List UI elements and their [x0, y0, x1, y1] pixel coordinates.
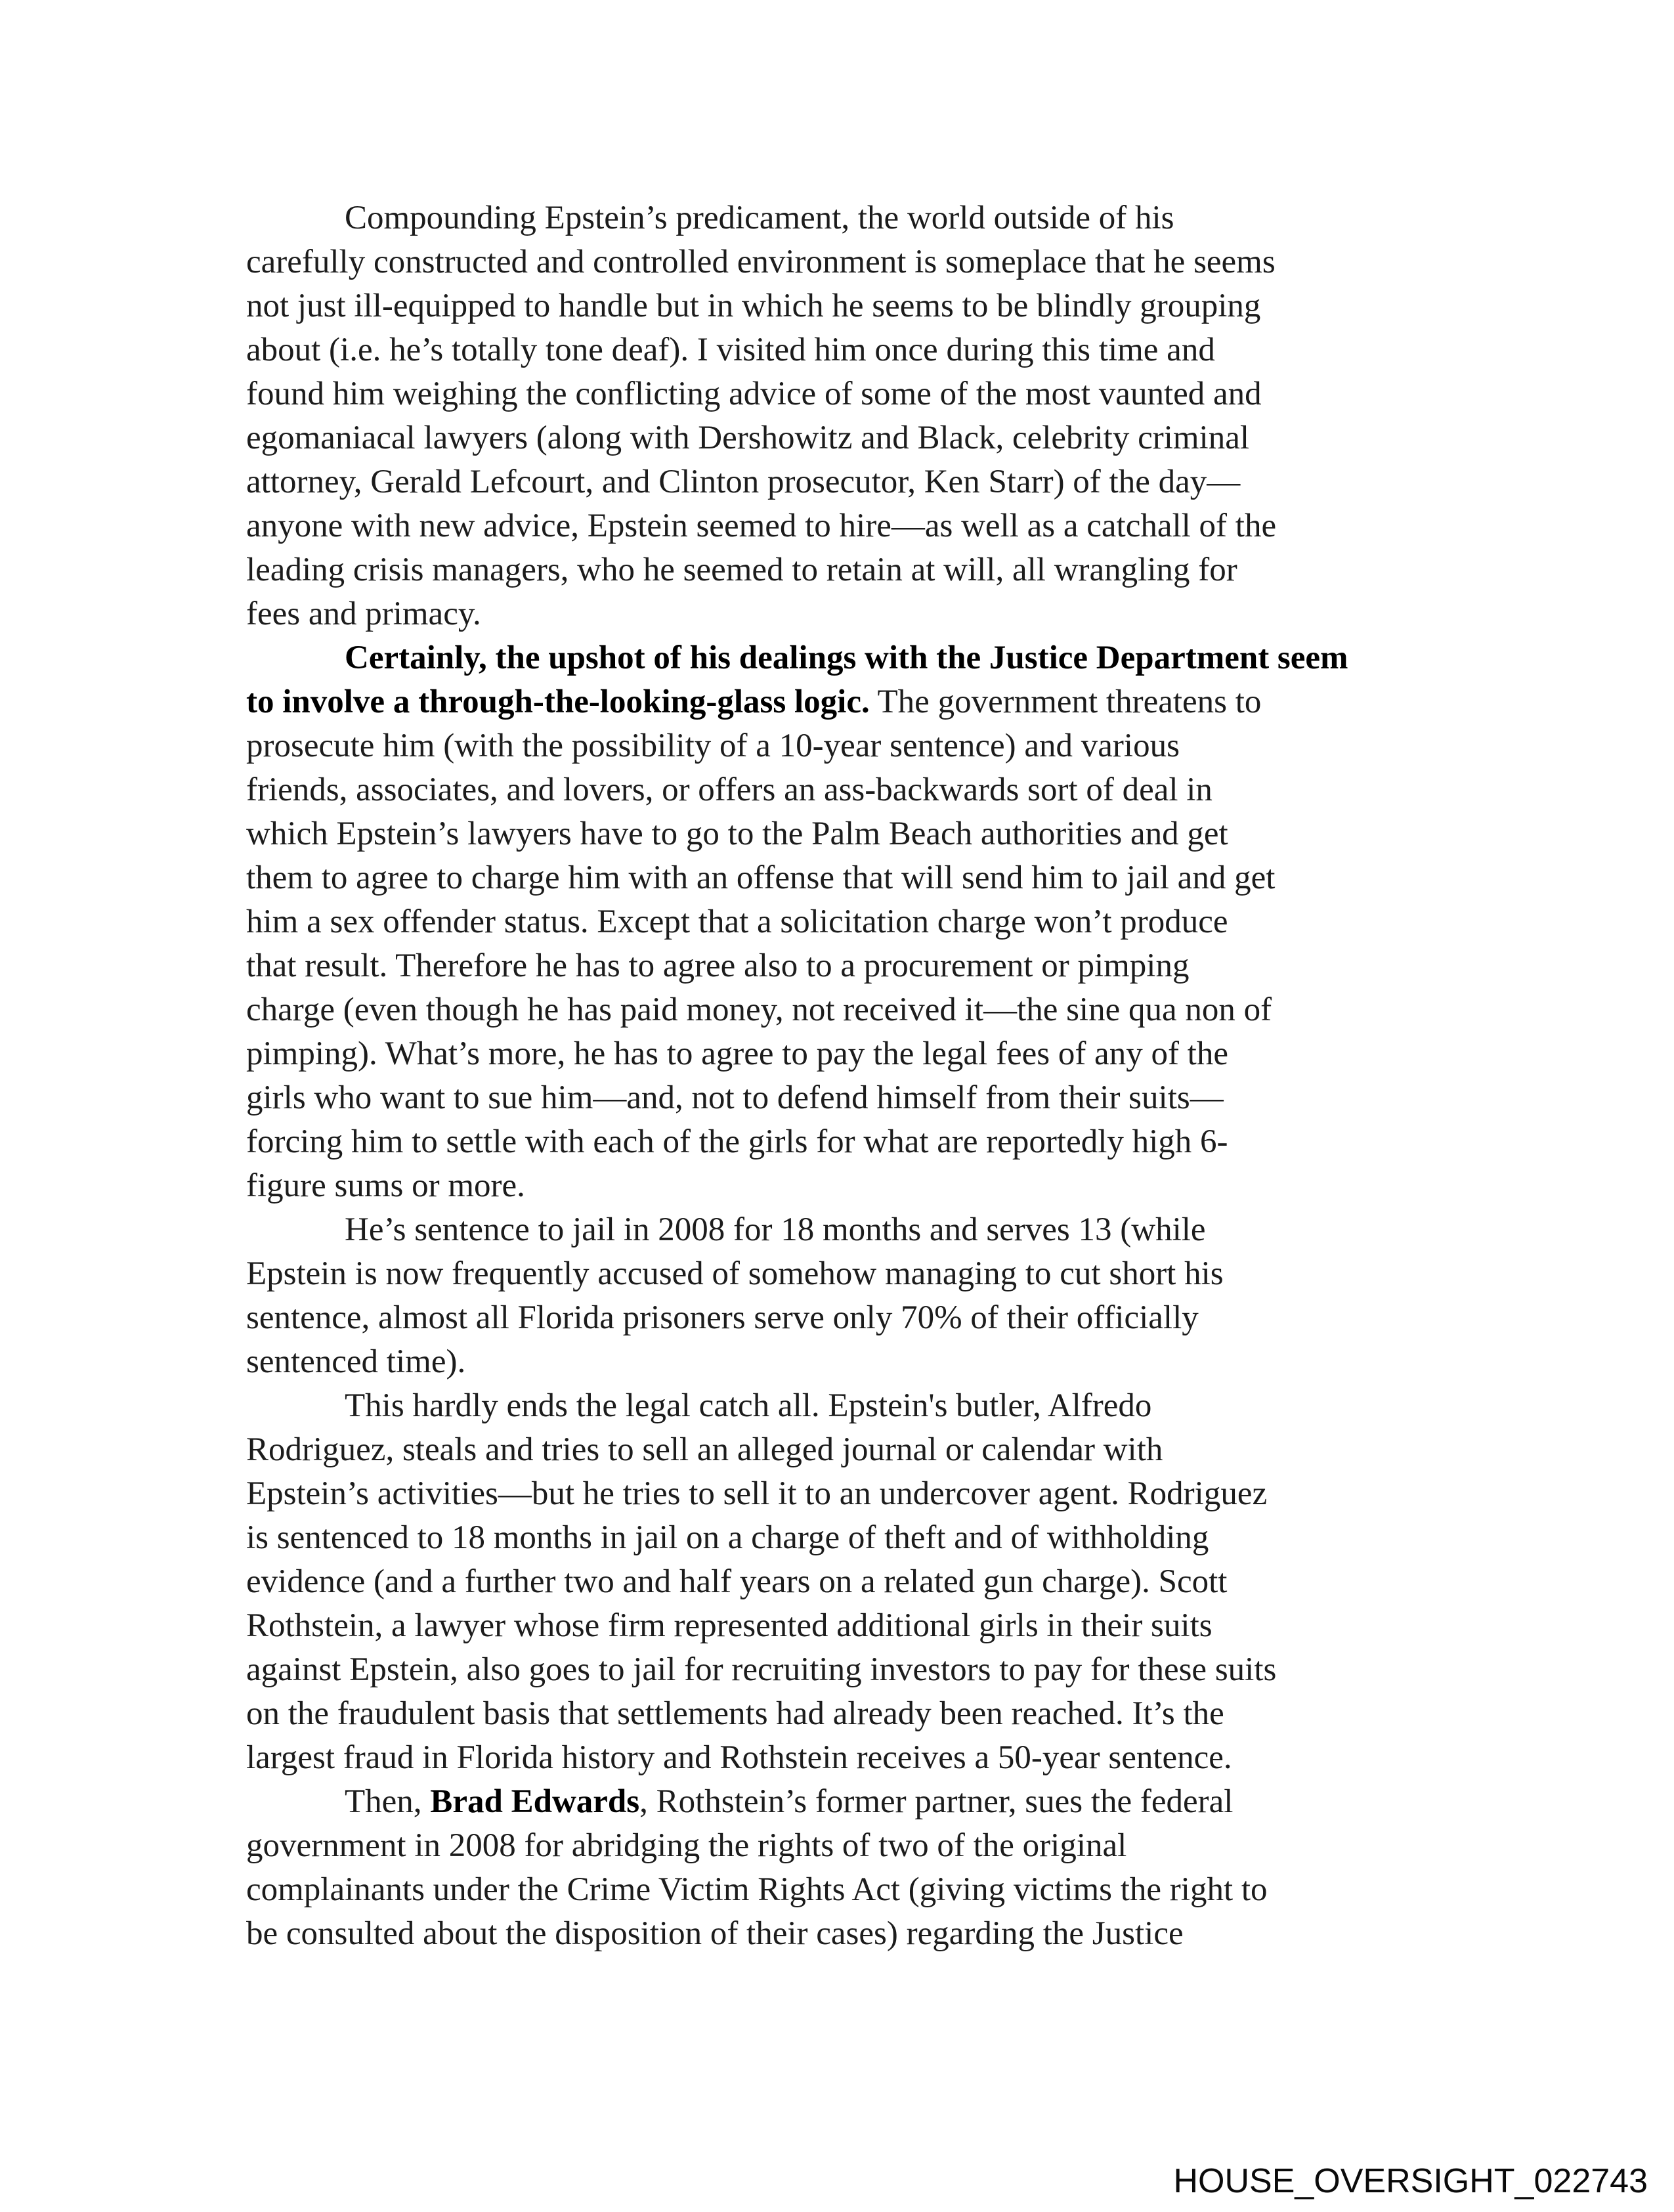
- text-segment: The government threatens to: [869, 683, 1262, 720]
- text-segment: figure sums or more.: [246, 1167, 525, 1204]
- text-segment: friends, associates, and lovers, or offers an ass-backwards sort of deal in: [246, 771, 1213, 808]
- text-line: [246, 1252, 1428, 1296]
- paragraph: [246, 1384, 1428, 1780]
- text-segment: prosecute him (with the possibility of a 10-year sentence) and various: [246, 727, 1180, 764]
- text-segment: pimping). What’s more, he has to agree to pay the legal fees of any of the: [246, 1035, 1228, 1072]
- text-line: [246, 1296, 1428, 1340]
- text-line: [246, 1428, 1428, 1472]
- text-line: [246, 812, 1428, 856]
- text-line: [246, 988, 1428, 1032]
- text-segment: forcing him to settle with each of the girls for what are reportedly high 6-: [246, 1123, 1228, 1160]
- text-line: [246, 1120, 1428, 1164]
- text-segment: fees and primacy.: [246, 596, 481, 632]
- text-line: [246, 1472, 1428, 1516]
- text-line: [246, 900, 1428, 944]
- text-line: [246, 460, 1428, 504]
- text-segment: anyone with new advice, Epstein seemed to hire—as well as a catchall of the: [246, 508, 1277, 544]
- text-segment: carefully constructed and controlled environment is someplace that he seems: [246, 244, 1276, 280]
- paragraph: [246, 196, 1428, 636]
- text-line: [246, 1384, 1428, 1428]
- text-line: [246, 1208, 1428, 1252]
- text-segment: Then,: [345, 1783, 431, 1820]
- paragraph: [246, 636, 1428, 1208]
- text-segment: egomaniacal lawyers (along with Dershowitz and Black, celebrity criminal: [246, 420, 1250, 456]
- text-line: [246, 724, 1428, 768]
- text-segment: largest fraud in Florida history and Rothstein receives a 50-year sentence.: [246, 1739, 1232, 1776]
- text-segment: Compounding Epstein’s predicament, the world outside of his: [345, 200, 1174, 236]
- text-segment: complainants under the Crime Victim Rights Act (giving victims the right to: [246, 1871, 1268, 1908]
- text-line: [246, 856, 1428, 900]
- text-segment: girls who want to sue him—and, not to defend himself from their suits—: [246, 1079, 1224, 1116]
- text-line: [246, 1604, 1428, 1648]
- text-line: [246, 504, 1428, 548]
- text-segment: is sentenced to 18 months in jail on a charge of theft and of withholding: [246, 1519, 1209, 1556]
- text-segment: Rodriguez, steals and tries to sell an alleged journal or calendar with: [246, 1431, 1163, 1468]
- text-line: [246, 636, 1428, 680]
- text-segment: on the fraudulent basis that settlements had already been reached. It’s the: [246, 1695, 1224, 1732]
- text-line: [246, 1164, 1428, 1208]
- text-segment: them to agree to charge him with an offense that will send him to jail and get: [246, 859, 1276, 896]
- text-line: [246, 1912, 1428, 1956]
- text-segment: him a sex offender status. Except that a solicitation charge won’t produce: [246, 903, 1228, 940]
- text-line: [246, 1340, 1428, 1384]
- text-line: [246, 1032, 1428, 1076]
- text-segment: sentenced time).: [246, 1343, 466, 1380]
- text-line: [246, 328, 1428, 372]
- paragraph: [246, 1780, 1428, 1956]
- text-segment: which Epstein’s lawyers have to go to the Palm Beach authorities and get: [246, 815, 1228, 852]
- text-segment: government in 2008 for abridging the rights of two of the original: [246, 1827, 1127, 1864]
- text-segment: that result. Therefore he has to agree also to a procurement or pimping: [246, 947, 1190, 984]
- text-segment: , Rothstein’s former partner, sues the federal: [639, 1783, 1234, 1820]
- text-line: [246, 1692, 1428, 1736]
- text-segment: found him weighing the conflicting advice of some of the most vaunted and: [246, 376, 1262, 412]
- text-line: [246, 592, 1428, 636]
- body-text: [246, 196, 1428, 1956]
- text-line: [246, 944, 1428, 988]
- text-segment: He’s sentence to jail in 2008 for 18 months and serves 13 (while: [345, 1211, 1206, 1248]
- emphasized-text-segment: Certainly, the upshot of his dealings with the Justice Department seem: [345, 640, 1348, 676]
- text-line: [246, 1560, 1428, 1604]
- text-segment: leading crisis managers, who he seemed to retain at will, all wrangling for: [246, 552, 1237, 588]
- text-line: [246, 1868, 1428, 1912]
- text-line: [246, 1736, 1428, 1780]
- text-segment: not just ill-equipped to handle but in which he seems to be blindly grouping: [246, 288, 1261, 324]
- text-line: [246, 1076, 1428, 1120]
- bates-number: HOUSE_OVERSIGHT_022743: [1173, 2162, 1648, 2200]
- text-line: [246, 240, 1428, 284]
- text-segment: about (i.e. he’s totally tone deaf). I visited him once during this time and: [246, 332, 1215, 368]
- text-segment: Epstein is now frequently accused of somehow managing to cut short his: [246, 1255, 1224, 1292]
- text-segment: attorney, Gerald Lefcourt, and Clinton prosecutor, Ken Starr) of the day—: [246, 464, 1241, 500]
- text-line: [246, 416, 1428, 460]
- text-segment: against Epstein, also goes to jail for recruiting investors to pay for these suits: [246, 1651, 1277, 1688]
- text-line: [246, 548, 1428, 592]
- text-segment: evidence (and a further two and half years on a related gun charge). Scott: [246, 1563, 1228, 1600]
- text-line: [246, 680, 1428, 724]
- text-line: [246, 1824, 1428, 1868]
- text-segment: Epstein’s activities—but he tries to sell it to an undercover agent. Rodriguez: [246, 1475, 1268, 1512]
- text-segment: sentence, almost all Florida prisoners serve only 70% of their officially: [246, 1299, 1199, 1336]
- text-segment: be consulted about the disposition of their cases) regarding the Justice: [246, 1915, 1184, 1952]
- text-segment: Rothstein, a lawyer whose firm represented additional girls in their suits: [246, 1607, 1213, 1644]
- text-line: [246, 1648, 1428, 1692]
- emphasized-text-segment: to involve a through-the-looking-glass logic.: [246, 683, 870, 720]
- paragraph: [246, 1208, 1428, 1384]
- text-line: [246, 196, 1428, 240]
- text-line: [246, 768, 1428, 812]
- text-line: [246, 1780, 1428, 1824]
- text-line: [246, 372, 1428, 416]
- text-segment: charge (even though he has paid money, not received it—the sine qua non of: [246, 991, 1272, 1028]
- text-line: [246, 284, 1428, 328]
- emphasized-text-segment: Brad Edwards: [430, 1783, 640, 1820]
- text-line: [246, 1516, 1428, 1560]
- text-segment: This hardly ends the legal catch all. Epstein's butler, Alfredo: [345, 1387, 1152, 1424]
